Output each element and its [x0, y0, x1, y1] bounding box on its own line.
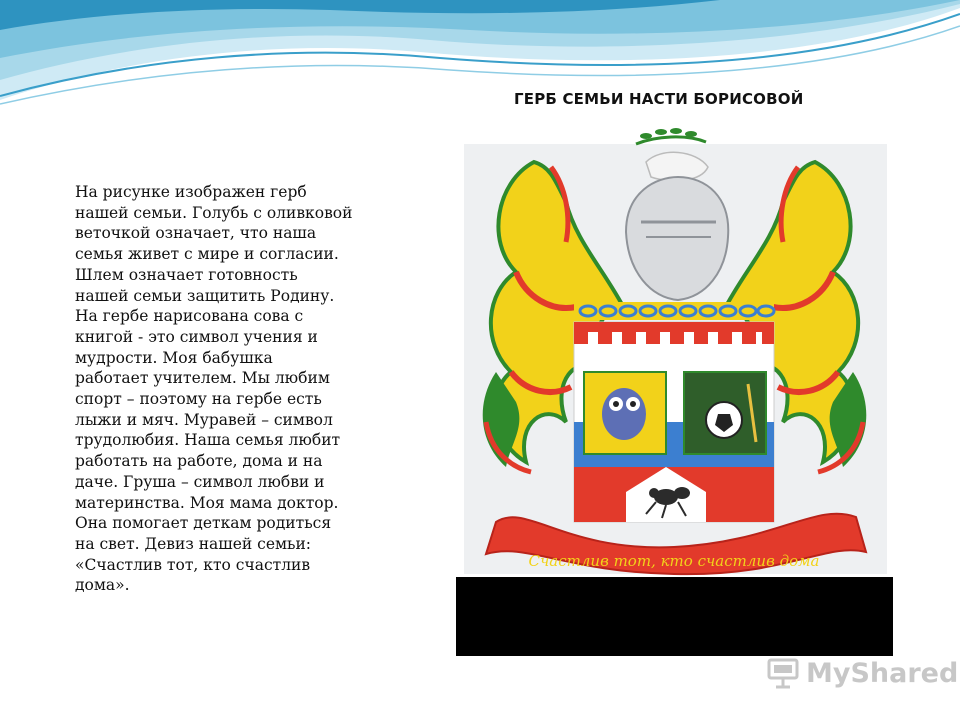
- figure-title: ГЕРБ СЕМЬИ НАСТИ БОРИСОВОЙ: [514, 90, 804, 108]
- figure-header: [456, 82, 893, 122]
- slide-body-text: На рисунке изображен герб нашей семьи. Голубь с оливковой веточкой означает, что наша семья живет с мире и согласии. Шлем означает готовность нашей семьи защитить Родину. На гербе нарисована сова с книгой - это символ учения и мудрости. Моя бабушка работает учителем. Мы любим спорт – поэтому на гербе есть лыжи и мяч. Муравей – символ трудолюбия. Наша семья любит работать на работе, дома и на даче. Груша – символ любви и материнства. Моя мама доктор. Она помогает деткам родиться на свет. Девиз нашей семьи: «Счастлив тот, кто счастлив дома».: [75, 183, 353, 595]
- coat-of-arms-drawing: [456, 122, 893, 577]
- chain-band: [574, 302, 774, 320]
- shield: [574, 322, 774, 522]
- motto-text: Счастлив тот, кто счастлив дома: [528, 552, 820, 570]
- owl: [602, 388, 646, 440]
- presentation-board-icon: [766, 657, 800, 689]
- watermark: [766, 655, 958, 691]
- coat-of-arms-image: [456, 82, 893, 656]
- watermark-text: MyShared: [806, 657, 959, 689]
